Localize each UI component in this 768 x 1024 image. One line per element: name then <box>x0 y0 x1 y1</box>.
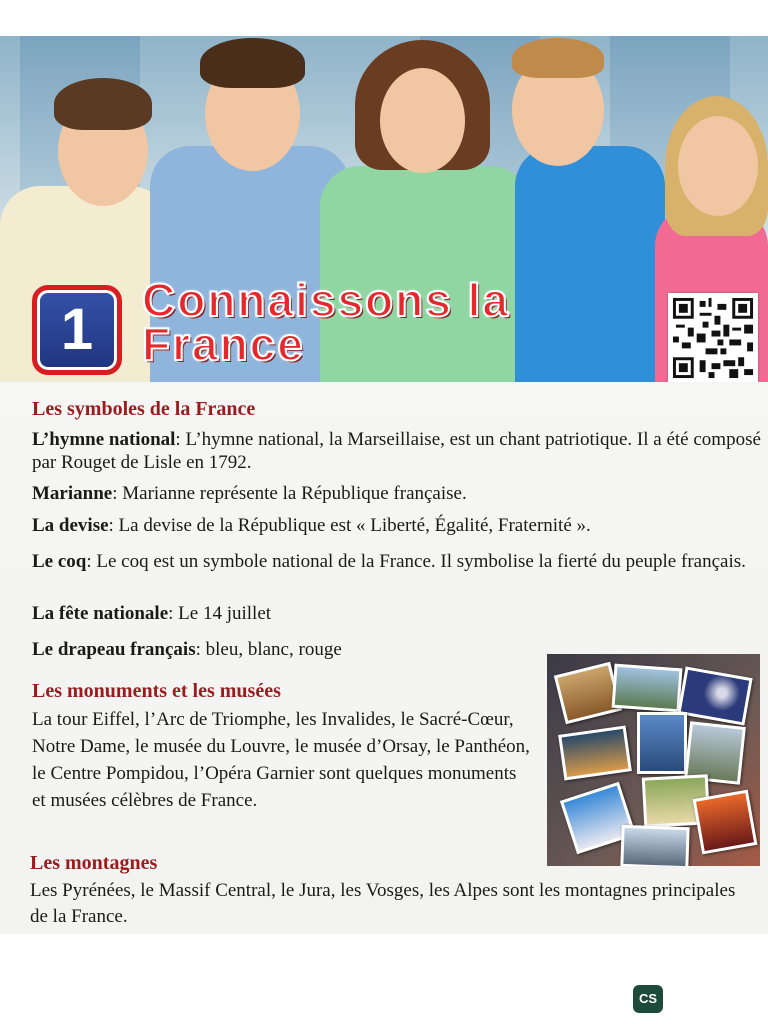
heading-monuments: Les monuments et les musées <box>32 680 281 702</box>
lesson-number-badge: 1 <box>32 285 122 375</box>
paragraph-fete-nationale <box>32 602 762 625</box>
term: La fête nationale <box>32 603 169 624</box>
term: L’hymne national <box>32 429 176 450</box>
collage-photo <box>612 664 683 713</box>
lesson-title <box>30 274 630 381</box>
definition: : Le coq est un symbole national de la France. Il symbolise la fierté du peuple français. <box>86 551 746 572</box>
title-line-2: France <box>142 318 305 370</box>
collage-photo <box>637 712 687 774</box>
paragraph-monuments: La tour Eiffel, l’Arc de Triomphe, les Invalides, le Sacré-Cœur, Notre Dame, le musée du Louvre, le musée d’Orsay, le Panthéon, le Centre Pompidou, l’Opéra Garnier sont quelques monuments et musées célèbres de France. <box>32 709 530 811</box>
term: Marianne <box>32 483 113 504</box>
heading-symbols: Les symboles de la France <box>32 398 256 420</box>
collage-photo <box>558 725 632 780</box>
monuments-photo-collage <box>547 654 760 866</box>
definition: : Marianne représente la République française. <box>112 483 467 504</box>
collage-photo <box>693 790 758 855</box>
title-line-1: Connaissons la <box>142 274 510 326</box>
definition: : L’hymne national, la Marseillaise, est un chant patriotique. Il a été composé par Rouget de Lisle en 1792. <box>32 429 761 473</box>
camscanner-icon: CS <box>633 985 663 1013</box>
qr-code-icon[interactable] <box>668 293 758 382</box>
textbook-page <box>0 36 768 934</box>
collage-photo <box>677 666 752 725</box>
term: Le coq <box>32 551 87 572</box>
paragraph-hymne <box>32 428 762 474</box>
banner-photo <box>0 36 768 382</box>
definition: : La devise de la République est « Liberté, Égalité, Fraternité ». <box>108 515 591 536</box>
term: Le drapeau français <box>32 639 196 660</box>
paragraph-devise <box>32 514 762 537</box>
definition: : bleu, blanc, rouge <box>195 639 342 660</box>
heading-mountains: Les montagnes <box>30 852 158 874</box>
term: La devise <box>32 515 109 536</box>
paragraph-mountains: Les Pyrénées, le Massif Central, le Jura, les Vosges, les Alpes sont les montagnes principales de la France. <box>30 880 736 927</box>
qr-code-graphic <box>670 295 756 381</box>
paragraph-coq <box>32 552 762 571</box>
collage-photo <box>620 825 689 866</box>
paragraph-marianne <box>32 482 762 505</box>
definition: : Le 14 juillet <box>168 603 272 624</box>
